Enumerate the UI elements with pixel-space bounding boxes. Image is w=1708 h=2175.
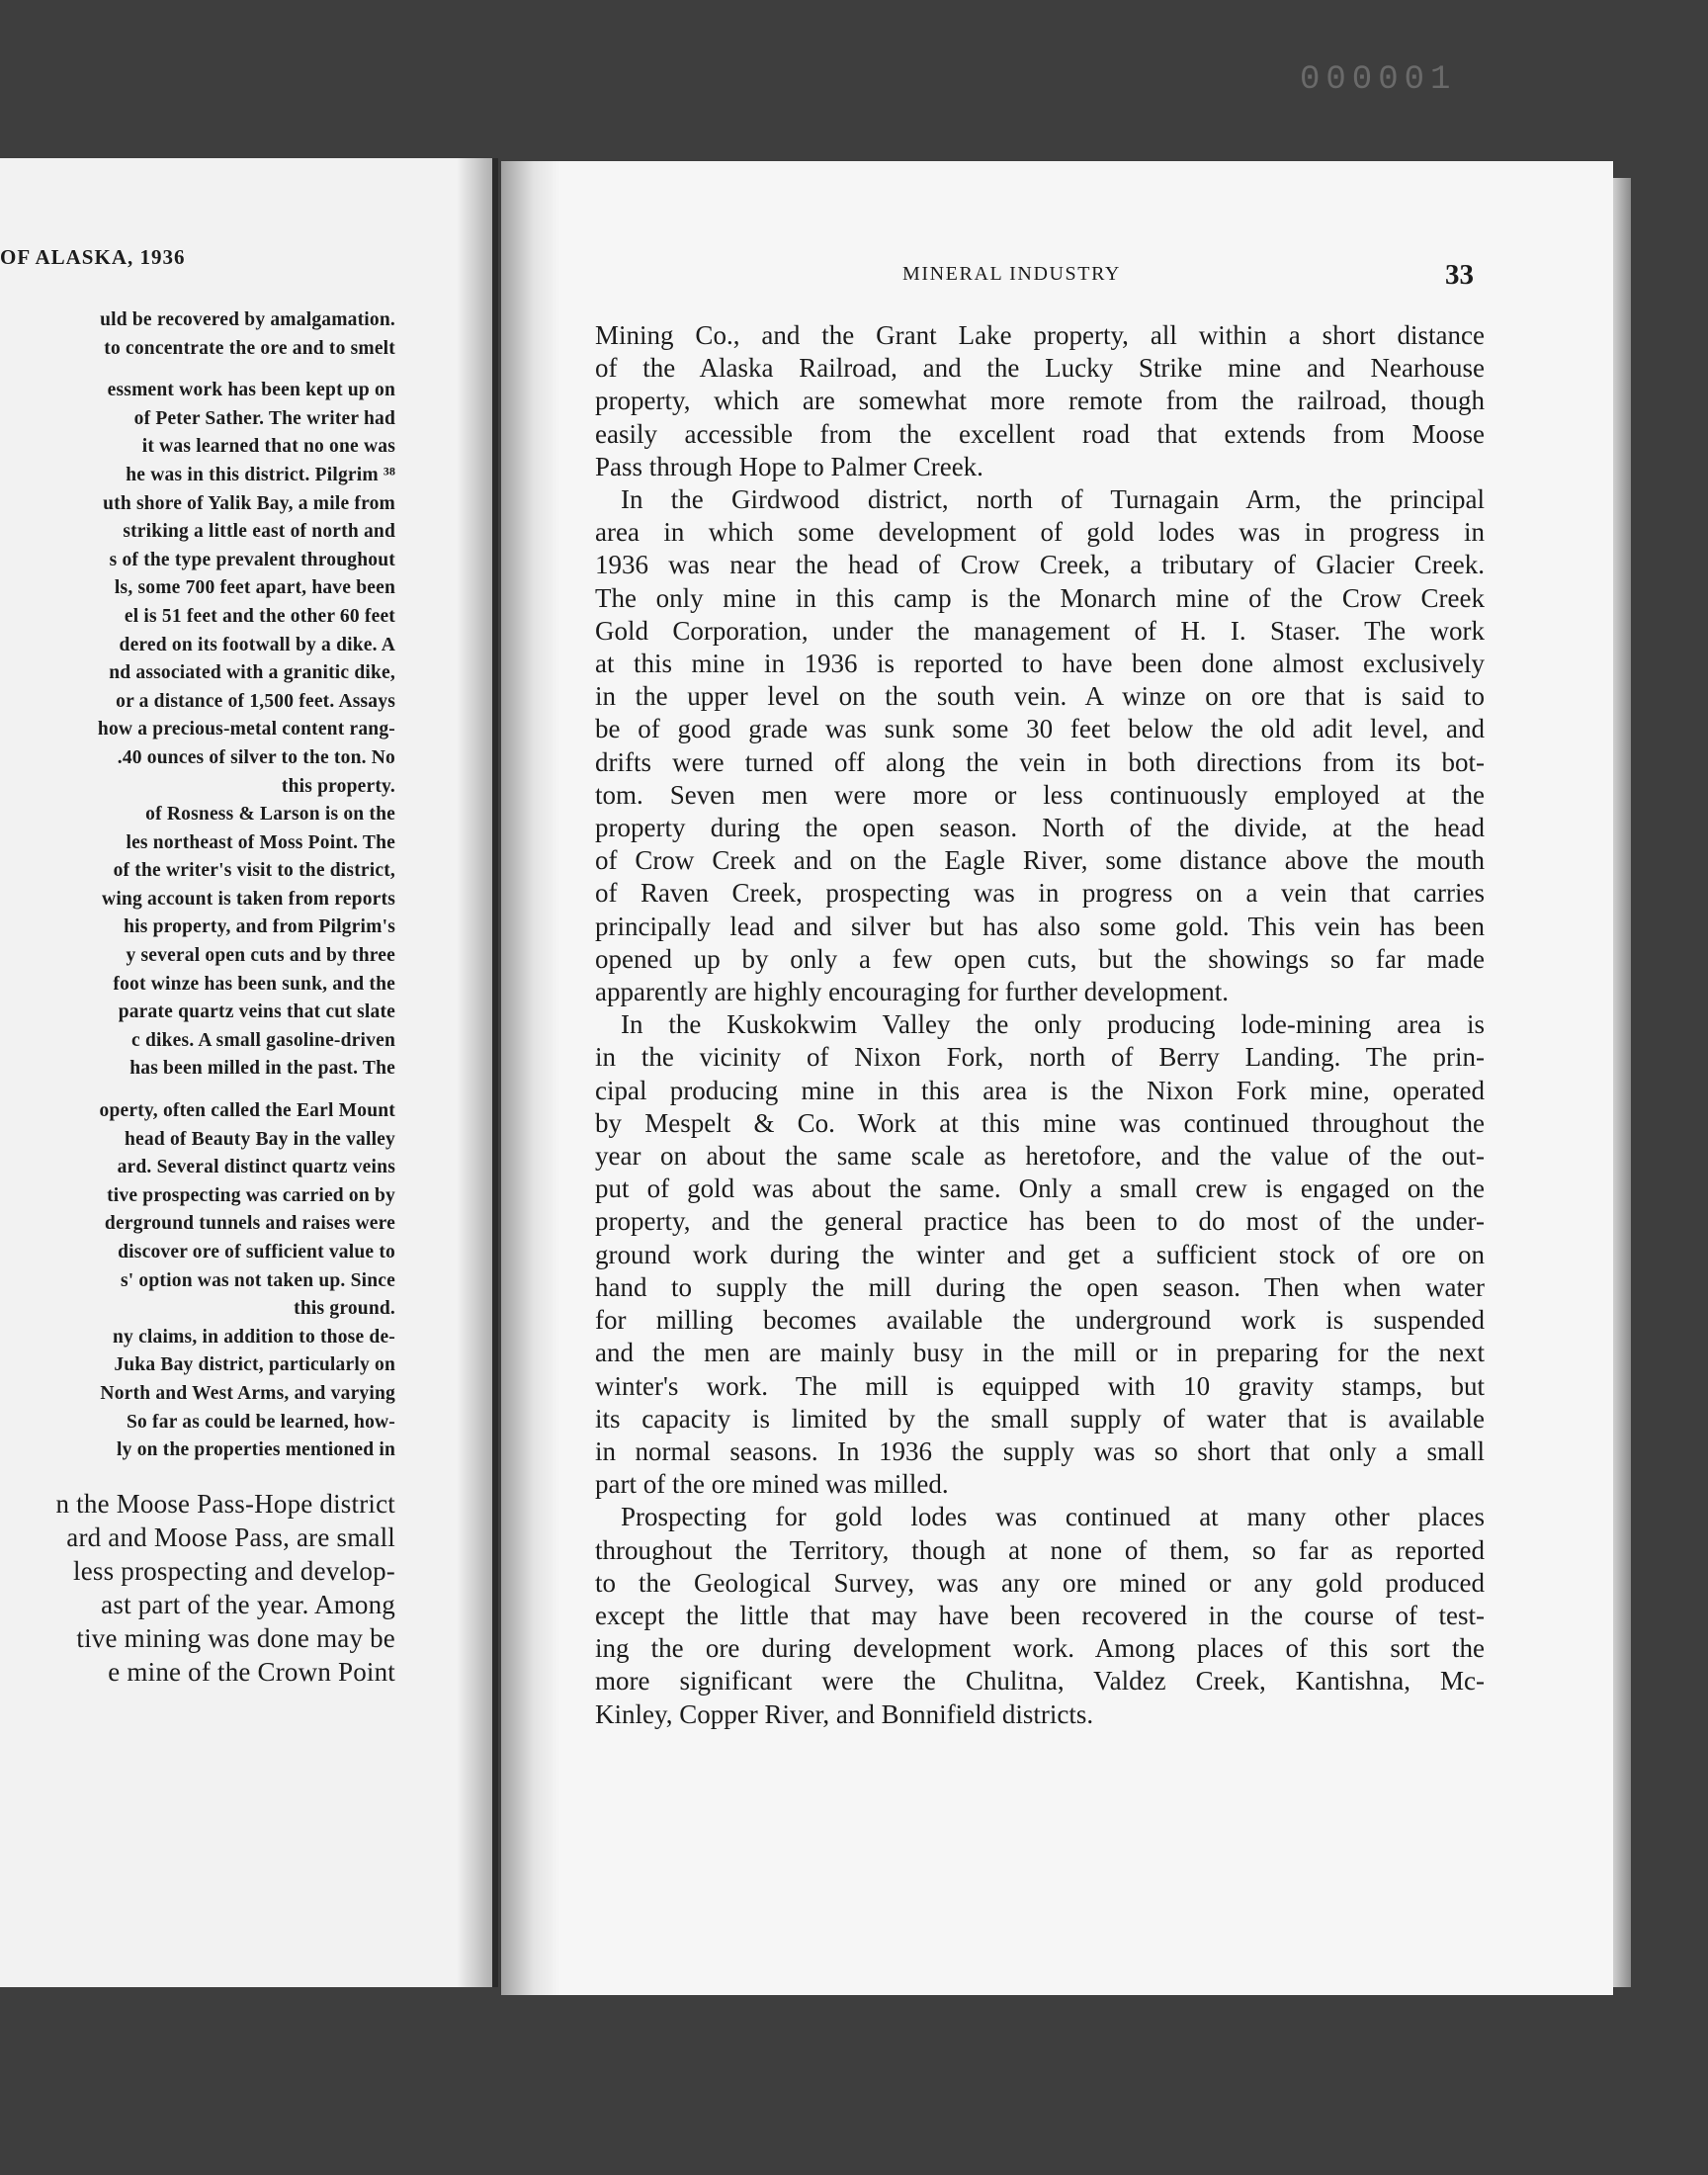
- text-line: and the men are mainly busy in the mill or in preparing for the next: [595, 1338, 1485, 1368]
- text-line: Gold Corporation, under the management of H. I. Staser. The work: [595, 615, 1485, 646]
- paragraph: [595, 483, 1485, 1008]
- left-text-line: this ground.: [294, 1298, 395, 1320]
- left-text-line: his property, and from Pilgrim's: [124, 916, 395, 938]
- left-text-line: operty, often called the Earl Mount: [99, 1100, 395, 1122]
- text-line: cipal producing mine in this area is the Nixon Fork mine, operated: [595, 1075, 1485, 1105]
- text-line: area in which some development of gold lodes was in progress in: [595, 517, 1485, 548]
- left-large-text-line: tive mining was done may be: [76, 1622, 395, 1653]
- text-line: In the Kuskokwim Valley the only producing lode-mining area is: [621, 1009, 1485, 1040]
- text-line: year on about the same scale as heretofore, and the value of the out-: [595, 1141, 1485, 1172]
- text-line: hand to supply the mill during the open season. Then when water: [595, 1271, 1485, 1302]
- left-text-line: ny claims, in addition to those de-: [113, 1326, 395, 1348]
- text-line: winter's work. The mill is equipped with 10 gravity stamps, but: [595, 1370, 1485, 1401]
- left-section-gap: [56, 1465, 395, 1487]
- left-text-line: uth shore of Yalik Bay, a mile from: [103, 492, 395, 514]
- text-line: its capacity is limited by the small supply of water that is available: [595, 1403, 1485, 1434]
- left-text-line: ly on the properties mentioned in: [117, 1439, 395, 1461]
- left-text-line: derground tunnels and raises were: [104, 1213, 395, 1235]
- text-line: by Mespelt & Co. Work at this mine was continued throughout the: [595, 1107, 1485, 1138]
- text-line: ground work during the winter and get a sufficient stock of ore on: [595, 1239, 1485, 1269]
- text-line: of Raven Creek, prospecting was in progress on a vein that carries: [595, 878, 1485, 909]
- left-large-text-line: less prospecting and develop-: [73, 1555, 395, 1586]
- left-text-line: c dikes. A small gasoline-driven: [131, 1029, 395, 1051]
- text-line: of Crow Creek and on the Eagle River, some distance above the mouth: [595, 845, 1485, 876]
- left-text-line: has been milled in the past. The: [129, 1058, 395, 1080]
- text-line: Prospecting for gold lodes was continued at many other places: [621, 1502, 1485, 1532]
- left-text-line: s' option was not taken up. Since: [120, 1269, 395, 1291]
- left-text-line: parate quartz veins that cut slate: [118, 1001, 395, 1023]
- paragraph: [595, 1501, 1485, 1730]
- page-number: 33: [1445, 259, 1474, 291]
- text-line: at this mine in 1936 is reported to have been done almost exclusively: [595, 649, 1485, 679]
- text-line: except the little that may have been recovered in the course of test-: [595, 1600, 1485, 1630]
- page-edge: [1613, 178, 1631, 1987]
- text-line: The only mine in this camp is the Monarch mine of the Crow Creek: [595, 582, 1485, 613]
- text-line: in the vicinity of Nixon Fork, north of Berry Landing. The prin-: [595, 1042, 1485, 1073]
- text-line: ing the ore during development work. Among places of this sort the: [595, 1633, 1485, 1664]
- left-text-line: nd associated with a granitic dike,: [109, 662, 395, 684]
- text-line: drifts were turned off along the vein in both directions from its bot-: [595, 746, 1485, 777]
- left-text-line: of the writer's visit to the district,: [113, 860, 395, 882]
- left-text-line: foot winze has been sunk, and the: [113, 973, 395, 995]
- text-line: part of the ore mined was milled.: [595, 1469, 949, 1500]
- left-text-line: Juka Bay district, particularly on: [114, 1354, 395, 1376]
- text-line: 1936 was near the head of Crow Creek, a tributary of Glacier Creek.: [595, 550, 1485, 580]
- left-text-line: of Peter Sather. The writer had: [133, 407, 395, 429]
- text-line: property, and the general practice has been to do most of the under-: [595, 1206, 1485, 1237]
- text-line: in normal seasons. In 1936 the supply was so short that only a small: [595, 1436, 1485, 1466]
- left-text-line: tive prospecting was carried on by: [107, 1184, 395, 1206]
- paragraph: [595, 319, 1485, 483]
- text-line: property, which are somewhat more remote from the railroad, though: [595, 386, 1485, 416]
- text-line: Mining Co., and the Grant Lake property, all within a short distance: [595, 320, 1485, 350]
- text-line: Kinley, Copper River, and Bonnifield districts.: [595, 1698, 1094, 1729]
- left-text-line: So far as could be learned, how-: [126, 1411, 395, 1433]
- left-text-line: s of the type prevalent throughout: [109, 549, 395, 570]
- text-line: be of good grade was sunk some 30 feet below the old adit level, and: [595, 714, 1485, 744]
- left-text-line: head of Beauty Bay in the valley: [125, 1128, 395, 1150]
- text-line: throughout the Territory, though at none of them, so far as reported: [595, 1534, 1485, 1565]
- left-text-line: el is 51 feet and the other 60 feet: [124, 605, 395, 627]
- left-text-line: of Rosness & Larson is on the: [145, 804, 395, 826]
- text-line: In the Girdwood district, north of Turnagain Arm, the principal: [621, 484, 1485, 515]
- left-text-line: or a distance of 1,500 feet. Assays: [116, 690, 395, 712]
- text-line: more significant were the Chulitna, Valdez Creek, Kantishna, Mc-: [595, 1666, 1485, 1696]
- left-text-line: ls, some 700 feet apart, have been: [114, 577, 395, 599]
- text-line: in the upper level on the south vein. A winze on ore that is said to: [595, 681, 1485, 712]
- text-line: opened up by only a few open cuts, but the showings so far made: [595, 943, 1485, 974]
- left-text-line: to concentrate the ore and to smelt: [104, 337, 395, 359]
- scan-stamp: 000001: [1300, 61, 1457, 99]
- left-line-gap: [56, 1084, 395, 1097]
- left-page-text: [56, 306, 395, 1689]
- left-page: [0, 158, 498, 1987]
- text-line: easily accessible from the excellent road that extends from Moose: [595, 418, 1485, 449]
- text-line: property during the open season. North of the divide, at the head: [595, 813, 1485, 843]
- text-line: Pass through Hope to Palmer Creek.: [595, 451, 983, 481]
- left-line-gap: [56, 363, 395, 377]
- left-page-header: OF ALASKA, 1936: [0, 245, 186, 269]
- left-text-line: .40 ounces of silver to the ton. No: [117, 746, 395, 768]
- body-text: [595, 319, 1485, 1731]
- text-line: to the Geological Survey, was any ore mined or any gold produced: [595, 1567, 1485, 1598]
- left-text-line: les northeast of Moss Point. The: [126, 831, 395, 853]
- left-text-line: ard. Several distinct quartz veins: [117, 1157, 395, 1178]
- left-text-line: essment work has been kept up on: [107, 380, 395, 401]
- left-text-line: North and West Arms, and varying: [100, 1382, 395, 1404]
- text-line: principally lead and silver but has also some gold. This vein has been: [595, 911, 1485, 941]
- text-line: apparently are highly encouraging for further development.: [595, 977, 1229, 1007]
- left-text-line: how a precious-metal content rang-: [97, 719, 395, 740]
- left-text-line: wing account is taken from reports: [102, 888, 395, 910]
- text-line: for milling becomes available the underground work is suspended: [595, 1305, 1485, 1336]
- left-large-text-line: e mine of the Crown Point: [108, 1656, 395, 1687]
- left-text-line: this property.: [281, 775, 395, 797]
- left-text-line: y several open cuts and by three: [126, 945, 395, 967]
- text-line: tom. Seven men were more or less continuously employed at the: [595, 779, 1485, 810]
- left-text-line: discover ore of sufficient value to: [118, 1242, 395, 1262]
- text-line: of the Alaska Railroad, and the Lucky Strike mine and Nearhouse: [595, 353, 1485, 384]
- left-text-line: uld be recovered by amalgamation.: [100, 309, 395, 330]
- left-large-text-line: ard and Moose Pass, are small: [66, 1522, 395, 1552]
- left-text-line: he was in this district. Pilgrim ³⁸: [126, 464, 395, 485]
- text-line: put of gold was about the same. Only a small crew is engaged on the: [595, 1174, 1485, 1204]
- left-text-line: it was learned that no one was: [141, 436, 395, 458]
- running-head: MINERAL INDUSTRY: [902, 263, 1121, 285]
- right-page: [501, 161, 1613, 1995]
- left-large-text-line: ast part of the year. Among: [101, 1589, 395, 1619]
- paragraph: [595, 1008, 1485, 1501]
- left-text-line: striking a little east of north and: [123, 521, 395, 543]
- left-large-text-line: n the Moose Pass-Hope district: [55, 1488, 395, 1519]
- left-text-line: dered on its footwall by a dike. A: [119, 634, 395, 655]
